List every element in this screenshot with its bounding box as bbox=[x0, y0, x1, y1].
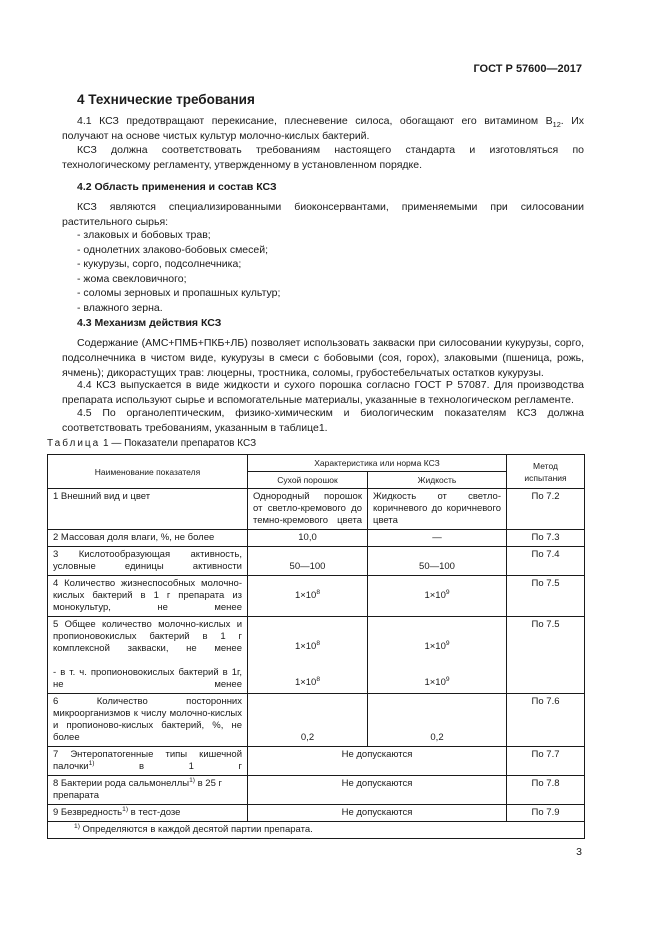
row-powder-value: Однородный порошок от светло-кремового до темно-кремового цвета bbox=[248, 489, 368, 530]
row-method: По 7.2 bbox=[507, 489, 585, 530]
row-name-sub: - в т. ч. пропионовокислых бактерий в 1г, не менее bbox=[53, 667, 242, 690]
header-liquid: Жидкость bbox=[368, 472, 507, 489]
section-4-paragraph-2: КСЗ должна соответствовать требованиям настоящего стандарта и изготовляться по технологическому регламенту, утвержденному в установленном порядке. bbox=[62, 144, 584, 171]
row-name: 2 Массовая доля влаги, %, не более bbox=[48, 530, 248, 547]
table-row bbox=[48, 694, 585, 747]
indicators-table bbox=[47, 454, 585, 839]
table-footnote: $^{1)}$ Определяются в каждой десятой партии препарата. bbox=[48, 822, 585, 839]
row-powder-value: $1\times 10^8$ $1\times 10^8$ bbox=[248, 617, 368, 694]
row-method: По 7.9 bbox=[507, 805, 585, 822]
section-4-5-paragraph: 4.5 По органолептическим, физико-химическим и биологическим показателям КСЗ должна соответствовать требованиям, указанным в таблице1. bbox=[62, 407, 584, 434]
row-method: По 7.4 bbox=[507, 547, 585, 576]
row-method: По 7.6 bbox=[507, 694, 585, 747]
table-row bbox=[48, 576, 585, 617]
row-method: По 7.8 bbox=[507, 776, 585, 805]
section-4-3-title: 4.3 Механизм действия КСЗ bbox=[77, 317, 222, 329]
table-row bbox=[48, 805, 585, 822]
header-test-method: Метод испытания bbox=[507, 455, 585, 489]
section-4-1-line1: 4.1 КСЗ предотвращают перекисание, плесневение силоса, обогащают его витамином $В_{12}$. Их bbox=[77, 115, 584, 130]
header-indicator-name: Наименование показателя bbox=[48, 455, 248, 489]
table-footnote-row bbox=[48, 822, 585, 839]
section-4-1-line2: получают на основе чистых культур молочно-кислых бактерий. bbox=[62, 130, 370, 142]
table-row bbox=[48, 776, 585, 805]
header-characteristic: Характеристика или норма КСЗ bbox=[248, 455, 507, 472]
row-name-main: 5 Общее количество молочно-кислых и пропионовокислых бактерий в 1 г комплексной закваски, не менее bbox=[53, 619, 242, 654]
row-combined-value: Не допускаются bbox=[248, 776, 507, 805]
section-4-2-paragraph: КСЗ являются специализированными биоконсервантами, применяемыми при силосовании растительного сырья: bbox=[62, 201, 584, 228]
row-name: 4 Количество жизнеспособных молочно-кислых бактерий в 1 г препарата из монокультур, не менее bbox=[48, 576, 248, 617]
table-row bbox=[48, 547, 585, 576]
row-combined-value: Не допускаются bbox=[248, 747, 507, 776]
row-liquid-value: $1\times 10^9$ bbox=[368, 576, 507, 617]
list-item: - жома свекловичного; bbox=[77, 272, 187, 285]
table-caption: Таблица 1 — Показатели препаратов КСЗ bbox=[47, 438, 257, 449]
row-name: 6 Количество посторонних микроорганизмов к числу молочно-кислых и пропионово-кислых бактерий, %, не более bbox=[48, 694, 248, 747]
row-powder-value: 0,2 bbox=[248, 694, 368, 747]
table-header-row bbox=[48, 455, 585, 472]
row-name: 8 Бактерии рода сальмонеллы$^{1)}$ в 25 г препарата bbox=[48, 776, 248, 805]
row-powder-value: 10,0 bbox=[248, 530, 368, 547]
row-method: По 7.5 bbox=[507, 576, 585, 617]
row-liquid-value: $1\times 10^9$ $1\times 10^9$ bbox=[368, 617, 507, 694]
section-4-3-paragraph-1: Содержание (АМС+ПМБ+ПКБ+ЛБ) позволяет использовать закваски при силосовании кукурузы, сорго, подсолнечника в чистом виде, кукурузы в смеси с бобовыми (соя, горох), злаковыми (пшеница, рожь, ячмень); дикорастущих трав: люцерны, тростника, соломы, грубостебельчатых остатков кукурузы. bbox=[62, 337, 584, 379]
table-row bbox=[48, 489, 585, 530]
row-powder-value: 50—100 bbox=[248, 547, 368, 576]
row-method: По 7.3 bbox=[507, 530, 585, 547]
row-combined-value: Не допускаются bbox=[248, 805, 507, 822]
table-row bbox=[48, 747, 585, 776]
row-name: 3 Кислотообразующая активность, условные единицы активности bbox=[48, 547, 248, 576]
page-number: 3 bbox=[576, 846, 582, 858]
header-dry-powder: Сухой порошок bbox=[248, 472, 368, 489]
list-item: - кукурузы, сорго, подсолнечника; bbox=[77, 258, 242, 271]
row-liquid-value: Жидкость от светло-коричневого до коричневого цвета bbox=[368, 489, 507, 530]
row-liquid-value: — bbox=[368, 530, 507, 547]
row-name: 1 Внешний вид и цвет bbox=[48, 489, 248, 530]
table-row bbox=[48, 617, 585, 694]
standard-number: ГОСТ Р 57600—2017 bbox=[473, 63, 582, 75]
row-liquid-value: 0,2 bbox=[368, 694, 507, 747]
section-4-title: 4 Технические требования bbox=[77, 92, 255, 107]
section-4-2-title: 4.2 Область применения и состав КСЗ bbox=[77, 181, 277, 193]
row-method: По 7.5 bbox=[507, 617, 585, 694]
row-powder-value: $1\times 10^8$ bbox=[248, 576, 368, 617]
row-name bbox=[48, 617, 248, 694]
row-name: 7 Энтеропатогенные типы кишечной палочки$^{1)}$ в 1 г bbox=[48, 747, 248, 776]
row-name: 9 Безвредность$^{1)}$ в тест-дозе bbox=[48, 805, 248, 822]
row-liquid-value: 50—100 bbox=[368, 547, 507, 576]
list-item: - влажного зерна. bbox=[77, 301, 163, 314]
raw-material-list bbox=[77, 228, 280, 316]
list-item: - соломы зерновых и пропашных культур; bbox=[77, 287, 281, 300]
list-item: - злаковых и бобовых трав; bbox=[77, 229, 211, 241]
row-method: По 7.7 bbox=[507, 747, 585, 776]
table-row bbox=[48, 530, 585, 547]
section-4-4-paragraph: 4.4 КСЗ выпускается в виде жидкости и сухого порошка согласно ГОСТ Р 57087. Для производства препарата используют сырье и вспомогательные материалы, указанные в технологическом регламенте. bbox=[62, 379, 584, 406]
list-item: - однолетних злаково-бобовых смесей; bbox=[77, 243, 269, 256]
